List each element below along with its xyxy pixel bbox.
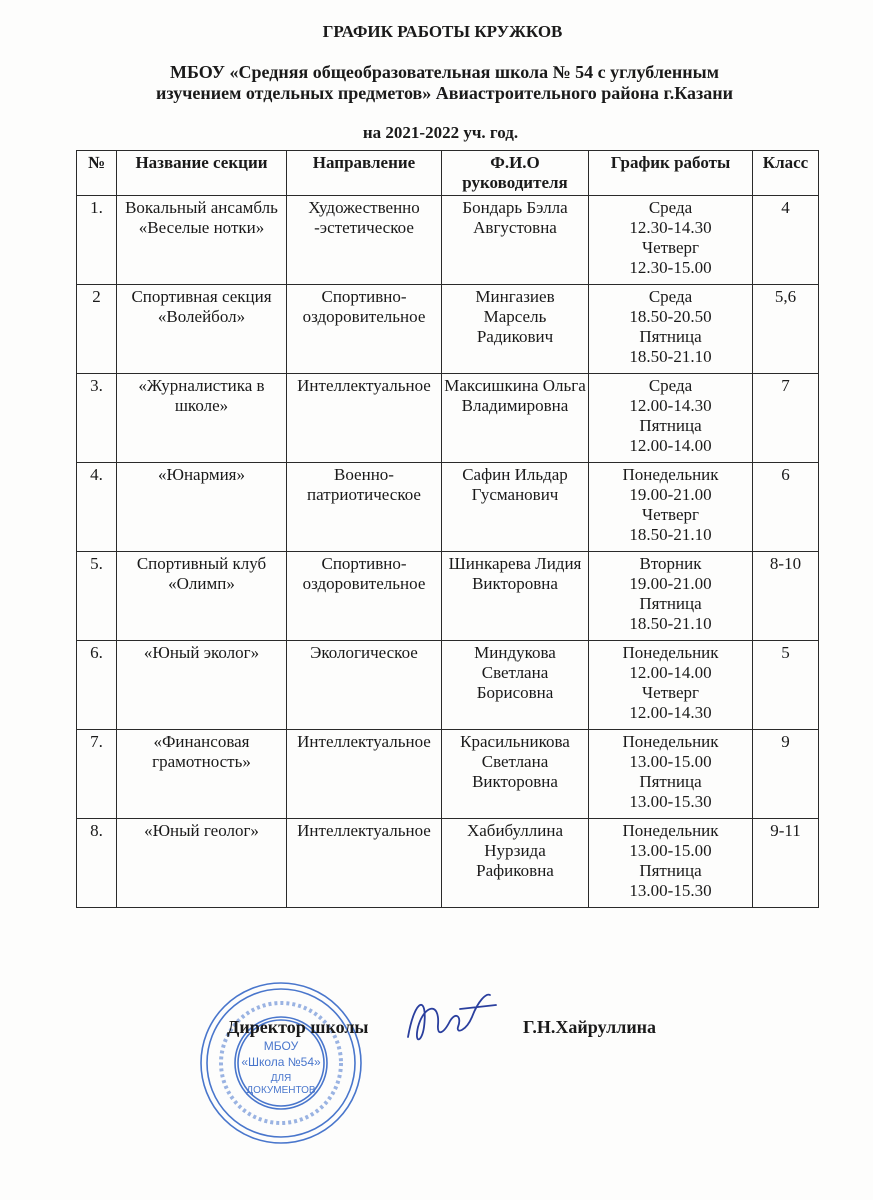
grade: 5 bbox=[753, 641, 819, 730]
grade: 9 bbox=[753, 730, 819, 819]
schedule-line: 12.00-14.30 bbox=[629, 396, 712, 415]
leader-name: Красильникова Светлана Викторовна bbox=[442, 730, 589, 819]
schedule-line: 13.00-15.30 bbox=[629, 792, 712, 811]
section-name: Вокальный ансамбль «Веселые нотки» bbox=[117, 196, 287, 285]
section-direction: Спортивно-оздоровительное bbox=[287, 552, 442, 641]
grade: 4 bbox=[753, 196, 819, 285]
column-header: График работы bbox=[589, 151, 753, 196]
row-number: 8. bbox=[77, 819, 117, 908]
schedule-line: Четверг bbox=[642, 683, 699, 702]
work-schedule bbox=[589, 196, 753, 285]
schedule-line: Среда bbox=[648, 287, 693, 306]
schedule-line: Понедельник bbox=[622, 732, 719, 751]
grade: 5,6 bbox=[753, 285, 819, 374]
schedule-line: Понедельник bbox=[622, 643, 719, 662]
school-stamp-icon bbox=[196, 978, 366, 1148]
schedule-table bbox=[76, 150, 819, 908]
schedule-line: Четверг bbox=[642, 505, 699, 524]
section-direction: Интеллектуальное bbox=[287, 730, 442, 819]
schedule-line: 12.00-14.00 bbox=[629, 663, 712, 682]
schedule-line: Пятница bbox=[639, 772, 702, 791]
section-direction: Военно-патриотическое bbox=[287, 463, 442, 552]
school-name bbox=[8, 62, 873, 104]
schedule-line: 19.00-21.00 bbox=[629, 574, 712, 593]
schedule-line: Вторник bbox=[639, 554, 702, 573]
grade: 7 bbox=[753, 374, 819, 463]
section-direction: Экологическое bbox=[287, 641, 442, 730]
row-number: 3. bbox=[77, 374, 117, 463]
grade: 9-11 bbox=[753, 819, 819, 908]
stamp-text: «Школа №54» bbox=[241, 1055, 321, 1069]
schedule-line: 18.50-21.10 bbox=[629, 614, 712, 633]
column-header: Ф.И.О руководителя bbox=[442, 151, 589, 196]
schedule-line: Среда bbox=[648, 198, 693, 217]
grade: 6 bbox=[753, 463, 819, 552]
table-row bbox=[77, 641, 819, 730]
row-number: 1. bbox=[77, 196, 117, 285]
stamp-text: ДОКУМЕНТОВ bbox=[246, 1085, 316, 1096]
schedule-line: 13.00-15.00 bbox=[629, 841, 712, 860]
work-schedule bbox=[589, 552, 753, 641]
row-number: 6. bbox=[77, 641, 117, 730]
leader-name: Мингазиев Марсель Радикович bbox=[442, 285, 589, 374]
schedule-line: 13.00-15.30 bbox=[629, 881, 712, 900]
work-schedule bbox=[589, 641, 753, 730]
schedule-line: 13.00-15.00 bbox=[629, 752, 712, 771]
schedule-line: Пятница bbox=[639, 861, 702, 880]
work-schedule bbox=[589, 463, 753, 552]
schedule-line: 12.00-14.30 bbox=[629, 703, 712, 722]
table-row bbox=[77, 552, 819, 641]
stamp-text: МБОУ bbox=[263, 1039, 299, 1053]
leader-name: Максишкина Ольга Владимировна bbox=[442, 374, 589, 463]
work-schedule bbox=[589, 374, 753, 463]
leader-name: Хабибуллина Нурзида Рафиковна bbox=[442, 819, 589, 908]
schedule-line: Понедельник bbox=[622, 465, 719, 484]
table-header-row bbox=[77, 151, 819, 196]
signature-title: Директор школы bbox=[227, 1017, 369, 1037]
table-row bbox=[77, 463, 819, 552]
school-name-line1: МБОУ «Средняя общеобразовательная школа № 54 с углубленным bbox=[170, 62, 719, 82]
column-header: Название секции bbox=[117, 151, 287, 196]
document-title: ГРАФИК РАБОТЫ КРУЖКОВ bbox=[322, 22, 563, 41]
row-number: 7. bbox=[77, 730, 117, 819]
leader-name: Шинкарева Лидия Викторовна bbox=[442, 552, 589, 641]
schedule-line: 12.30-14.30 bbox=[629, 218, 712, 237]
work-schedule bbox=[589, 730, 753, 819]
section-name: «Финансовая грамотность» bbox=[117, 730, 287, 819]
schedule-line: 18.50-21.10 bbox=[629, 347, 712, 366]
table-row bbox=[77, 374, 819, 463]
row-number: 2 bbox=[77, 285, 117, 374]
row-number: 4. bbox=[77, 463, 117, 552]
schedule-line: 19.00-21.00 bbox=[629, 485, 712, 504]
section-name: «Юнармия» bbox=[117, 463, 287, 552]
schedule-line: Понедельник bbox=[622, 821, 719, 840]
work-schedule bbox=[589, 285, 753, 374]
schedule-line: 12.30-15.00 bbox=[629, 258, 712, 277]
schedule-line: Четверг bbox=[642, 238, 699, 257]
table-row bbox=[77, 196, 819, 285]
column-header: Класс bbox=[753, 151, 819, 196]
section-direction: Художественно -эстетическое bbox=[287, 196, 442, 285]
section-name: Спортивный клуб «Олимп» bbox=[117, 552, 287, 641]
table-row bbox=[77, 730, 819, 819]
signature-block bbox=[0, 1017, 873, 1047]
schedule-line: Среда bbox=[648, 376, 693, 395]
handwritten-signature-icon bbox=[400, 987, 500, 1052]
row-number: 5. bbox=[77, 552, 117, 641]
grade: 8-10 bbox=[753, 552, 819, 641]
schedule-line: 18.50-21.10 bbox=[629, 525, 712, 544]
section-direction: Интеллектуальное bbox=[287, 374, 442, 463]
work-schedule bbox=[589, 819, 753, 908]
signature-name: Г.Н.Хайруллина bbox=[523, 1017, 657, 1037]
schedule-line: Пятница bbox=[639, 327, 702, 346]
schedule-line: 18.50-20.50 bbox=[629, 307, 712, 326]
column-header: Направление bbox=[287, 151, 442, 196]
section-name: «Юный эколог» bbox=[117, 641, 287, 730]
leader-name: Сафин Ильдар Гусманович bbox=[442, 463, 589, 552]
schedule-line: Пятница bbox=[639, 594, 702, 613]
section-direction: Интеллектуальное bbox=[287, 819, 442, 908]
schedule-line: Пятница bbox=[639, 416, 702, 435]
table-row bbox=[77, 285, 819, 374]
section-name: «Юный геолог» bbox=[117, 819, 287, 908]
section-direction: Спортивно-оздоровительное bbox=[287, 285, 442, 374]
column-header: № bbox=[77, 151, 117, 196]
section-name: «Журналистика в школе» bbox=[117, 374, 287, 463]
section-name: Спортивная секция «Волейбол» bbox=[117, 285, 287, 374]
leader-name: Миндукова Светлана Борисовна bbox=[442, 641, 589, 730]
academic-year: на 2021-2022 уч. год. bbox=[362, 123, 519, 142]
school-name-line2: изучением отдельных предметов» Авиастроительного района г.Казани bbox=[156, 83, 733, 103]
stamp-text: ДЛЯ bbox=[270, 1073, 292, 1084]
schedule-line: 12.00-14.00 bbox=[629, 436, 712, 455]
leader-name: Бондарь Бэлла Августовна bbox=[442, 196, 589, 285]
table-row bbox=[77, 819, 819, 908]
